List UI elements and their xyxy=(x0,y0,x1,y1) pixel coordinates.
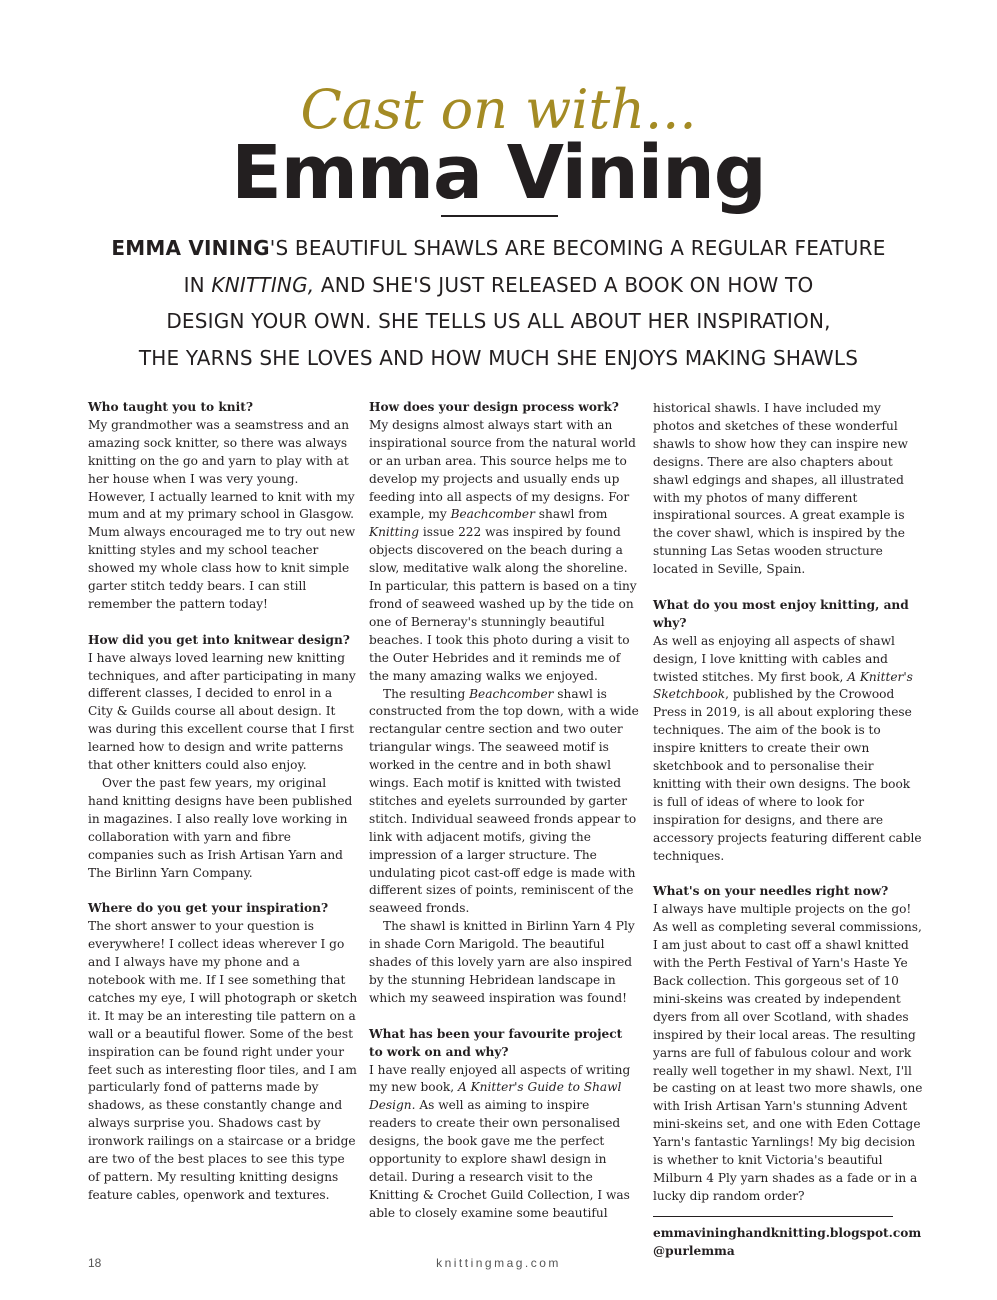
question-heading: Who taught you to knit? xyxy=(88,400,253,414)
answer-paragraph: historical shawls. I have included my photos and sketches of these wonderful shawls to show how they can inspire new designs. There are also chapters about shawl edgings and shapes, all illustrated with my photos of many different inspirational sources. A great example is the cover shawl, which is inspired by the stunning Las Setas wooden structure located in Seville, Spain. xyxy=(653,401,908,577)
standfirst-line-1 xyxy=(80,230,917,267)
answer-paragraph: The short answer to your question is everywhere! I collect ideas wherever I go and I always have my phone and a notebook with me. If I see something that catches my eye, I will photograph or sketch it. It may be an interesting tile pattern on a wall or a beautiful flower. Some of the best inspiration can be found right under your feet such as interesting floor tiles, and I am particularly fond of patterns made by shadows, as these constantly change and always surprise you. Shadows cast by ironwork railings on a staircase or a bridge are two of the best places to see this type of pattern. My resulting knitting designs feature cables, openwork and textures. xyxy=(88,919,358,1202)
blog-link[interactable]: emmavininghandknitting.blogspot.com xyxy=(653,1225,922,1240)
standfirst-line-2 xyxy=(80,267,917,304)
standfirst-line-2-post: AND SHE'S JUST RELEASED A BOOK ON HOW TO xyxy=(314,272,814,297)
article-column-2 xyxy=(369,399,639,1223)
standfirst xyxy=(80,230,917,376)
answer-paragraph: I have really enjoyed all aspects of writing my new book, A Knitter's Guide to Shawl Design. As well as aiming to inspire readers to create their own personalised designs, the book gave me the perfect opportunity to explore shawl design in detail. During a research visit to the Knitting & Crochet Guild Collection, I was able to closely examine some beautiful xyxy=(369,1062,631,1220)
credit-divider xyxy=(653,1216,893,1217)
standfirst-line-3: DESIGN YOUR OWN. SHE TELLS US ALL ABOUT HER INSPIRATION, xyxy=(166,309,831,333)
kicker-title: Cast on with... xyxy=(300,78,697,141)
answer-paragraph: My designs almost always start with an inspirational source from the natural world or an urban area. This source helps me to develop my projects and usually ends up feeding into all aspects of my designs. For example, my Beachcomber shawl from Knitting issue 222 was inspired by found objects discovered on the beach during a slow, meditative walk along the shoreline. In particular, this pattern is based on a tiny frond of seaweed washed up by the tide on one of Berneray's stunningly beautiful beaches. I took this photo during a visit to the Outer Hebrides and it reminds me of the many amazing walks we enjoyed. xyxy=(369,417,637,683)
page-title: Emma Vining xyxy=(231,130,766,216)
answer-paragraph: As well as enjoying all aspects of shawl design, I love knitting with cables and twisted stitches. My first book, A Knitter's Sketchbook, published by the Crowood Press in 2019, is all about exploring these techniques. The aim of the book is to inspire knitters to create their own sketchbook and to personalise their knitting with their own designs. The book is full of ideas of where to look for inspiration for designs, and there are accessory projects featuring different cable techniques. xyxy=(653,633,922,863)
question-heading: What do you most enjoy knitting, and why? xyxy=(653,597,909,630)
standfirst-line-1-rest: 'S BEAUTIFUL SHAWLS ARE BECOMING A REGULAR FEATURE xyxy=(269,236,886,260)
answer-paragraph: I have always loved learning new knitting techniques, and after participating in many different classes, I decided to enrol in a City & Guilds course all about design. It was during this excellent course that I first learned how to design and write patterns that other knitters could also enjoy. xyxy=(88,650,356,773)
question-heading: What's on your needles right now? xyxy=(653,884,889,899)
answer-paragraph: My grandmother was a seamstress and an amazing sock knitter, so there was always knitting on the go and yarn to play with at her house when I was very young. However, I actually learned to knit with my mum and at my primary school in Glasgow. Mum always encouraged me to try out new knitting styles and my school teacher showed my whole class how to knit simple garter stitch teddy bears. I can still remember the pattern today! xyxy=(88,417,356,611)
standfirst-line-2-pre: IN xyxy=(183,272,212,297)
article-column-3 xyxy=(653,400,923,1261)
answer-paragraph: I always have multiple projects on the go! As well as completing several commissions, I am just about to cast off a shawl knitted with the Perth Festival of Yarn's Haste Ye Back collection. This gorgeous set of 10 mini-skeins was created by independent dyers from all over Scotland, with shades inspired by their local areas. The resulting yarns are full of fabulous colour and work really well together in my shawl. Next, I'll be casting on at least two more shawls, one with Irish Artisan Yarn's stunning Advent mini-skeins set, and one with Eden Cottage Yarn's fantastic Yarnlings! My big decision is whether to knit Victoria's beautiful Milburn 4 Ply yarn shades as a fade or in a lucky dip random order? xyxy=(653,902,923,1203)
standfirst-name: EMMA VINING xyxy=(111,236,270,260)
title-divider xyxy=(441,215,558,217)
question-heading: How does your design process work? xyxy=(369,400,619,414)
standfirst-magazine-name: KNITTING, xyxy=(211,272,315,297)
question-heading: How did you get into knitwear design? xyxy=(88,632,350,647)
footer-website[interactable]: knittingmag.com xyxy=(436,1256,561,1270)
answer-paragraph: The resulting Beachcomber shawl is constructed from the top down, with a wide rectangular centre section and two outer triangular wings. The seaweed motif is worked in the centre and in both shawl wings. Each motif is knitted with twisted stitches and eyelets surrounded by garter stitch. Individual seaweed fronds appear to link with adjacent motifs, giving the impression of a larger structure. The undulating picot cast-off edge is made with different sizes of points, reminiscent of the seaweed fronds. xyxy=(369,686,639,916)
question-heading: What has been your favourite project to work on and why? xyxy=(369,1026,623,1059)
answer-paragraph: The shawl is knitted in Birlinn Yarn 4 Ply in shade Corn Marigold. The beautiful shades of this lovely yarn are also inspired by the stunning Hebridean landscape in which my seaweed inspiration was found! xyxy=(369,919,635,1005)
standfirst-line-4: THE YARNS SHE LOVES AND HOW MUCH SHE ENJOYS MAKING SHAWLS xyxy=(138,345,859,370)
page-number: 18 xyxy=(88,1256,102,1270)
article-column-1 xyxy=(88,399,358,1205)
social-handle[interactable]: @purlemma xyxy=(653,1243,735,1258)
question-heading: Where do you get your inspiration? xyxy=(88,901,329,916)
answer-paragraph: Over the past few years, my original hand knitting designs have been published in magazines. I also really love working in collaboration with yarn and fibre companies such as Irish Artisan Yarn and The Birlinn Yarn Company. xyxy=(88,776,353,880)
